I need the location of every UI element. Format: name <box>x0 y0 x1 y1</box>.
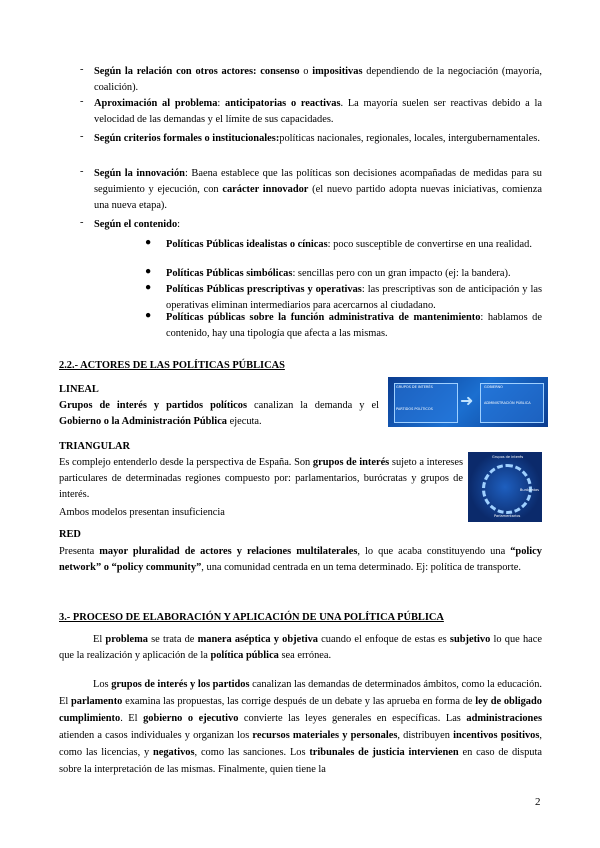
list-item <box>0 166 600 214</box>
bold-text: Políticas Públicas prescriptivas y operativas <box>166 284 362 295</box>
image-label: Parlamentarios <box>494 514 521 518</box>
bold-text: impositivas <box>312 66 363 77</box>
bold-text: anticipatorias o reactivas <box>225 98 341 109</box>
image-label: PARTIDOS POLÍTICOS <box>396 407 433 411</box>
bold-text: problema <box>105 634 148 645</box>
bold-text: Según la innovación <box>94 168 185 179</box>
text-run: , distribuyen <box>397 730 454 741</box>
bold-text: parlamento <box>70 696 123 707</box>
list-item <box>0 64 600 96</box>
bold-text: Aproximación al problema <box>94 98 218 109</box>
bold-text: Según la relación con otros actores: consenso <box>94 66 300 77</box>
bullet-item <box>0 310 600 342</box>
bold-text: “policy network” o “policy community” <box>59 546 542 573</box>
bullet-marker: ● <box>145 282 152 293</box>
image-label: Burócratas <box>520 488 539 492</box>
bold-text: Según el contenido <box>94 219 178 230</box>
text-run: : las prescriptivas son de anticipación y las operativas eliminan intermediarios para acercarnos al ciudadano. <box>166 284 542 311</box>
arrow-icon: ➜ <box>460 391 474 410</box>
bold-text: ley de obligado cumplimiento <box>59 696 542 724</box>
bold-text: carácter innovador <box>222 184 309 195</box>
lineal-diagram-image <box>388 377 548 427</box>
text-run: , como las licencias, y <box>59 730 543 758</box>
text-run: (el nuevo partido adopta nuevas iniciativas, comienza una nueva etapa). <box>94 184 542 211</box>
list-item <box>0 131 600 163</box>
list-item <box>0 217 600 233</box>
bold-text: tribunales de justicia intervienen <box>309 747 459 758</box>
text-run: : <box>177 219 181 230</box>
bold-text: Gobierno o la Administración Pública <box>59 416 227 427</box>
text-run: . El <box>120 713 144 724</box>
text-run: . La mayoría suelen ser reactivas debido a la velocidad de las demandas y el límite de sus capacidades. <box>94 98 542 125</box>
list-item <box>0 96 600 128</box>
bold-text: administraciones <box>466 713 542 724</box>
text-run: , como las sanciones. Los <box>194 747 310 758</box>
bullet-text <box>166 310 542 342</box>
bullet-text <box>166 266 542 282</box>
list-item-text <box>94 166 542 214</box>
red-text <box>59 544 542 576</box>
text-run: convierte las leyes generales en específicas. Las <box>238 713 467 724</box>
dash-marker: - <box>80 131 84 142</box>
text-run: sujeto a intereses particulares de determinadas regiones compuesto por: parlamentarios, burócratas y grupos de interés. <box>59 457 463 500</box>
image-label: GRUPOS DE INTERÉS <box>396 385 433 389</box>
bold-text: Según criterios formales o institucionales: <box>94 133 280 144</box>
list-item-text <box>94 96 542 128</box>
list-item-text <box>94 217 542 233</box>
text-run: atienden a casos individuales y organizan los <box>59 730 253 741</box>
bold-text: mayor pluralidad de actores y relaciones multilaterales <box>99 546 358 557</box>
bold-text: recursos materiales y personales <box>252 730 398 741</box>
bullet-text <box>166 237 542 253</box>
bullet-marker: ● <box>145 310 152 321</box>
text-run: , lo que acaba constituyendo una <box>357 546 511 557</box>
text-run: canalizan las demandas de determinados ámbitos, como la educación. El <box>59 679 542 707</box>
text-run: canalizan la demanda y el <box>247 400 379 411</box>
text-run: : poco susceptible de convertirse en una realidad. <box>327 239 532 250</box>
text-run: o <box>299 66 313 77</box>
text-run: políticas nacionales, regionales, locales, intergubernamentales. <box>279 133 540 144</box>
text-run: Es complejo entenderlo desde la perspectiva de España. Son <box>59 457 313 468</box>
bold-text: Políticas Públicas simbólicas <box>166 268 293 279</box>
bold-text: gobierno o ejecutivo <box>143 713 239 724</box>
bold-text: grupos de interés <box>312 457 390 468</box>
triangular-note: Ambos modelos presentan insuficiencia <box>59 507 225 518</box>
bold-text: Políticas Públicas idealistas o cínicas <box>166 239 328 250</box>
dash-marker: - <box>80 64 84 75</box>
dash-marker: - <box>80 217 84 228</box>
bold-text: Grupos de interés y partidos políticos <box>59 400 248 411</box>
page-number: 2 <box>535 796 541 808</box>
bullet-item <box>0 266 600 282</box>
text-run: se trata de <box>147 634 198 645</box>
paragraph <box>59 632 542 664</box>
text-run: , una comunidad centrada en un tema determinado. Ej: política de transporte. <box>201 562 521 573</box>
bullet-marker: ● <box>145 237 152 248</box>
triangular-heading: TRIANGULAR <box>59 441 131 452</box>
image-label: GOBIERNO <box>484 385 503 389</box>
list-item-text <box>94 131 542 147</box>
text-run: en caso de disputa sobre la interpretación de las mismas. Finalmente, quien tiene la <box>59 747 542 775</box>
bold-text: Políticas públicas sobre la función administrativa de mantenimiento <box>166 312 481 323</box>
bold-text: subjetivo <box>449 634 491 645</box>
lineal-heading: LINEAL <box>59 384 99 395</box>
bold-text: negativos <box>152 747 195 758</box>
image-label: ADMINISTRACIÓN PÚBLICA <box>484 401 531 405</box>
triangular-text <box>59 455 463 503</box>
image-label: Grupos de interés <box>492 455 524 459</box>
text-run: sea errónea. <box>278 650 332 661</box>
bold-text: incentivos positivos <box>453 730 540 741</box>
text-run: Presenta <box>59 546 100 557</box>
bullet-item <box>0 237 600 269</box>
text-run: lo que hace que la realización y aplicación de la <box>59 634 542 661</box>
text-run: Los <box>93 679 112 690</box>
bullet-marker: ● <box>145 266 152 277</box>
red-heading: RED <box>59 529 81 540</box>
bold-text: grupos de interés y los partidos <box>111 679 250 690</box>
triangular-diagram-image <box>468 452 542 522</box>
bold-text: política pública <box>210 650 279 661</box>
text-run: dependiendo de la negociación (mayoría, coalición). <box>94 66 542 93</box>
section-heading: 2.2.- ACTORES DE LAS POLÍTICAS PÚBLICAS <box>59 360 285 371</box>
dash-marker: - <box>80 96 84 107</box>
bold-text: manera aséptica y objetiva <box>197 634 318 645</box>
text-run: : <box>217 98 226 109</box>
text-run: El <box>93 634 106 645</box>
text-run: ejecuta. <box>227 416 262 427</box>
list-item-text <box>94 64 542 96</box>
text-run: : sencillas pero con un gran impacto (ej: la bandera). <box>292 268 511 279</box>
text-run: examina las propuestas, las corrige después de un debate y las aprueba en forma de <box>122 696 476 707</box>
paragraph <box>59 676 542 778</box>
section-heading: 3.- PROCESO DE ELABORACIÓN Y APLICACIÓN DE UNA POLÍTICA PÚBLICA <box>59 612 444 623</box>
dash-marker: - <box>80 166 84 177</box>
text-run: : hablamos de contenido, hay una tipología que afecta a las mismas. <box>166 312 542 339</box>
text-run: : Baena establece que las políticas son decisiones acompañadas de medidas para su seguimiento y ejecución, con <box>94 168 543 195</box>
lineal-text <box>59 398 379 430</box>
text-run: cuando el enfoque de estas es <box>317 634 450 645</box>
